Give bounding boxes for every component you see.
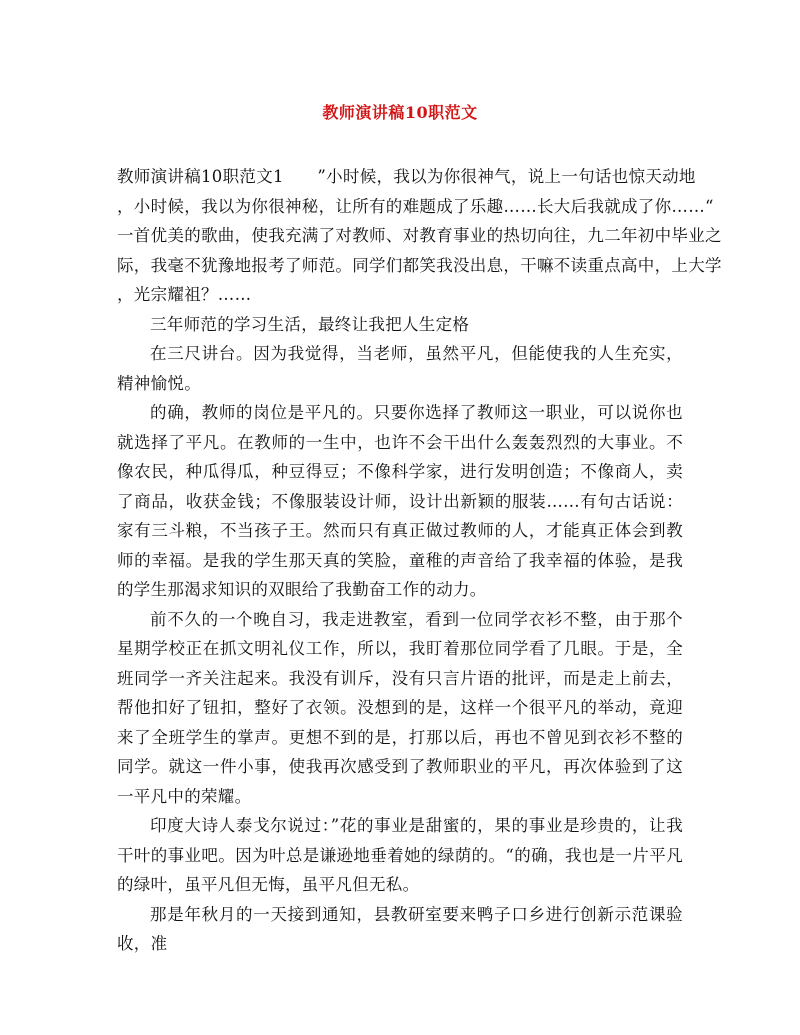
intro-line: ，光宗耀祖？……: [117, 285, 252, 304]
document-title: 教师演讲稿10职范文: [322, 103, 478, 122]
intro-line: ，小时候，我以为你很神秘，让所有的难题成了乐趣……长大后我就成了你……“: [117, 196, 714, 216]
paragraph-3: 的确，教师的岗位是平凡的。只要你选择了教师这一职业，可以说你也就选择了平凡。在教师的一生中，也许不会干出什么轰轰烈烈的大事业。不像农民，种瓜得瓜，种豆得豆；不像科学家，进行发明创造；不像商人，卖了商品，收获金钱；不像服装设计师，设计出新颖的服装……有句古话说：家有三斗粮，不当孩子王。然而只有真正做过教师的人，才能真正体会到教师的幸福。是我的学生那天真的笑脸，童稚的声音给了我幸福的体验，是我的学生那渴求知识的双眼给了我勤奋工作的动力。: [117, 403, 683, 599]
intro-line: 教师演讲稿10职范文1 ”小时候，我以为你很神气，说上一句话也惊天动地: [117, 167, 696, 186]
paragraph-6: 那是年秋月的一天接到通知，县教研室要来鸭子口乡进行创新示范课验收，准: [117, 904, 683, 953]
intro-line: 一首优美的歌曲，使我充满了对教师、对教育事业的热切向往，九二年初中毕业之: [117, 226, 722, 245]
document-body: [117, 162, 722, 959]
intro-paragraph: [117, 162, 722, 310]
paragraph-2: 在三尺讲台。因为我觉得，当老师，虽然平凡，但能使我的人生充实，精神愉悦。: [117, 344, 683, 393]
paragraph-4: 前不久的一个晚自习，我走进教室，看到一位同学衣衫不整，由于那个星期学校正在抓文明礼仪工作，所以，我盯着那位同学看了几眼。于是，全班同学一齐关注起来。我没有训斥，没有只言片语的批评，而是走上前去，帮他扣好了钮扣，整好了衣领。没想到的是，这样一个很平凡的举动，竟迎来了全班学生的掌声。更想不到的是，打那以后，再也不曾见到衣衫不整的同学。就这一件小事，使我再次感受到了教师职业的平凡，再次体验到了这一平凡中的荣耀。: [117, 609, 683, 806]
intro-line: 际，我毫不犹豫地报考了师范。同学们都笑我没出息，干嘛不读重点高中，上大学: [117, 255, 722, 275]
paragraph-5: 印度大诗人泰戈尔说过：”花的事业是甜蜜的，果的事业是珍贵的，让我干叶的事业吧。因为叶总是谦逊地垂着她的绿荫的。“的确，我也是一片平凡的绿叶，虽平凡但无悔，虽平凡但无私。: [117, 816, 683, 894]
paragraph-1: 三年师范的学习生活，最终让我把人生定格: [150, 314, 470, 334]
